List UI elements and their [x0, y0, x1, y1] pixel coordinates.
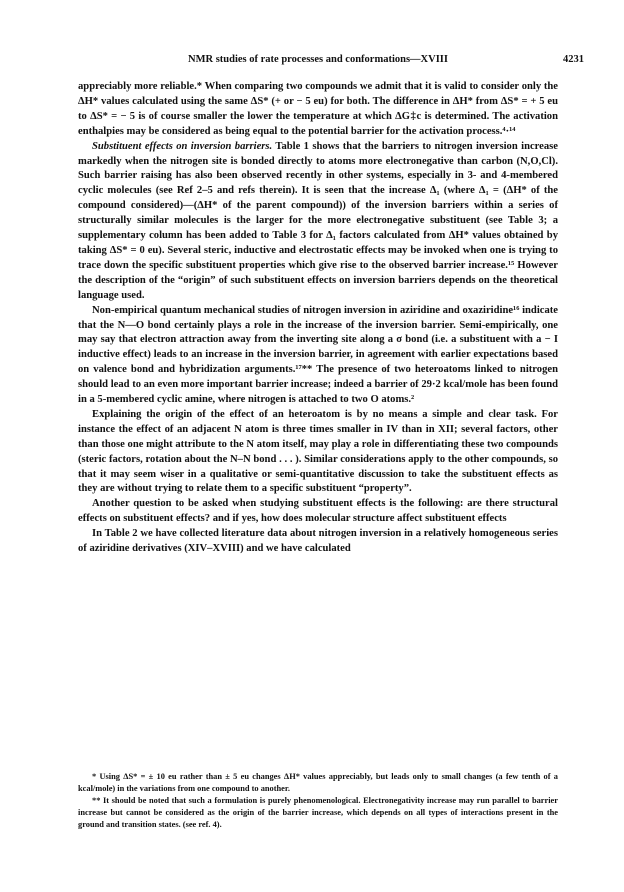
- paragraph-4-text: Explaining the origin of the effect of an heteroatom is by no means a simple and clear task. For instance the effect of an adjacent N atom is three times smaller in IV than in XII; several factors, other than those one might attribute to the N atom itself, may play a role in differentiating these two compounds (steric factors, rotation about the N–N bond . . . ). Similar considerations apply to the other compounds, so that it may seem wiser in a qualitative or semi-quantitative discussion to take the substituent effects as they are without trying to relate them to a specific substituent “property”.: [78, 408, 558, 495]
- section-run-in-heading: Substituent effects on inversion barriers.: [92, 140, 273, 152]
- paragraph-2-text: Table 1 shows that the barriers to nitrogen inversion increase markedly when the nitrogen site is bonded directly to atoms more electronegative than carbon (N,O,Cl). Such barrier raising has also been observed recently in other systems, especially in 3- and 4-membered cyclic molecules (see Ref 2–5 and refs therein). It is seen that the increase Δ₁ (where Δ₁ = (ΔH* of the compound considered)—(ΔH* of the parent compound)) of the inversion barriers within a series of structurally similar molecules is the larger for the more electronegative substituent (see Table 3; a supplementary column has been added to Table 3 for Δ₁ factors calculated from ΔH* values obtained by taking ΔS* = 0 eu). Several steric, inductive and electrostatic effects may be invoked when one is trying to trace down the specific substituent properties which give rise to the observed barrier increase.¹⁵ However the description of the “origin” of such substituent effects on inversion barriers depends on the theoretical language used.: [78, 140, 558, 301]
- paragraph-3: [78, 304, 558, 408]
- footnote-1: * Using ΔS* = ± 10 eu rather than ± 5 eu changes ΔH* values appreciably, but leads only to small changes (a few tenth of a kcal/mole) in the variations from one compound to another.: [78, 772, 558, 793]
- body-text: [78, 80, 558, 557]
- paragraph-5: [78, 497, 558, 527]
- paragraph-5-text: Another question to be asked when studying substituent effects is the following: are there structural effects on substituent effects? and if yes, how does molecular structure affect substituent effects: [78, 498, 558, 525]
- running-head-title: NMR studies of rate processes and conformations—XVIII: [188, 54, 448, 65]
- paragraph-4: [78, 408, 558, 497]
- footnote-2: ** It should be noted that such a formulation is purely phenomenological. Electronegativity increase may run parallel to barrier increase but cannot be considered as the origin of the barrier increase, which depends on all types of interactions present in the ground and transition states. (see ref. 4).: [78, 796, 558, 829]
- paragraph-6-text: In Table 2 we have collected literature data about nitrogen inversion in a relatively homogeneous series of aziridine derivatives (XIV–XVIII) and we have calculated: [78, 528, 558, 555]
- paragraph-2: [78, 140, 558, 304]
- paragraph-1: [78, 80, 558, 140]
- paragraph-1-text: appreciably more reliable.* When comparing two compounds we admit that it is valid to consider only the ΔH* values calculated using the same ΔS* (+ or − 5 eu) for both. The difference in ΔH* from ΔS* = + 5 eu to ΔS* = − 5 is of course smaller the lower the temperature at which ΔG‡c is determined. The activation enthalpies may be considered as being equal to the potential barrier for the activation process.⁴·¹⁴: [78, 81, 558, 137]
- page-number: 4231: [563, 54, 584, 65]
- paragraph-3-text: Non-empirical quantum mechanical studies of nitrogen inversion in aziridine and oxaziridine¹⁶ indicate that the N—O bond certainly plays a role in the increase of the inversion barrier. Semi-empirically, one may say that electron attraction away from the inverting site along a σ bond (i.e. a substituent with a − I inductive effect) leads to an increase in the inversion barrier, in agreement with earlier expectations based on valence bond and hybridization arguments.¹⁷** The presence of two heteroatoms linked to nitrogen should lead to an even more important barrier increase; indeed a barrier of 29·2 kcal/mole has been found in a 5-membered cyclic amine, where nitrogen is attached to two O atoms.²: [78, 304, 558, 406]
- footnotes: [78, 771, 558, 831]
- paragraph-6: [78, 527, 558, 557]
